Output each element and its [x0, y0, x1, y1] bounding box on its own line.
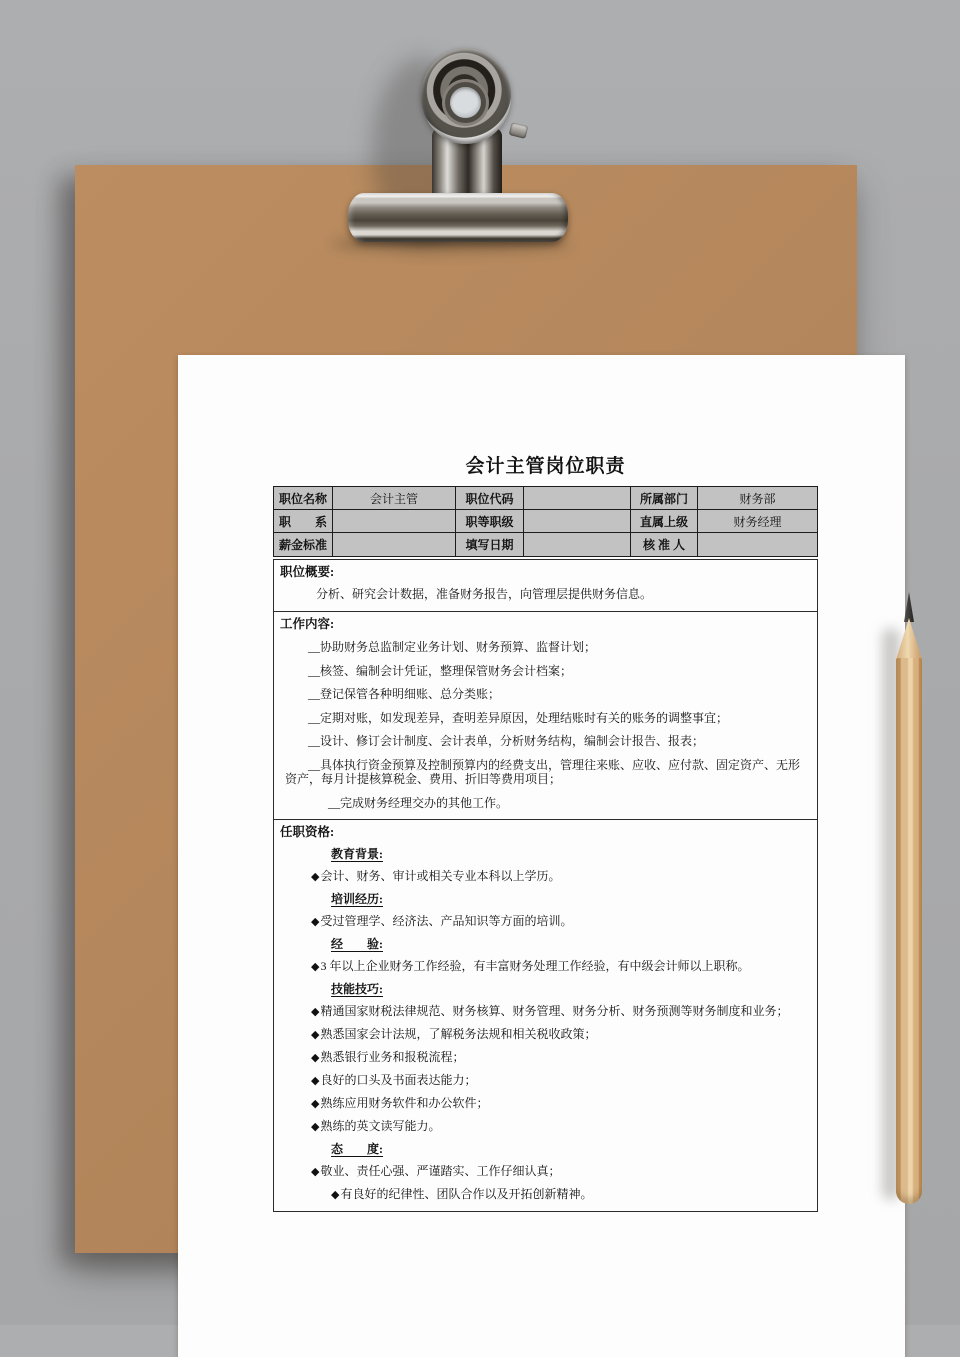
qualification-heading: 态 度: — [331, 1142, 383, 1156]
duty-text: 具体执行资金预算及控制预算内的经费支出，管理往来账、应收、应付款、固定资产、无形资产，每月计提核算税金、费用、折旧等费用项目； — [285, 757, 801, 786]
section-overview — [274, 560, 817, 611]
binder-clip — [348, 193, 568, 242]
qualification-heading: 教育背景: — [331, 847, 383, 861]
qualifications-label: 任职资格: — [280, 825, 335, 839]
qualification-item — [311, 1050, 809, 1065]
qualification-item — [311, 1096, 809, 1111]
diamond-bullet-icon: ◆ — [311, 871, 320, 883]
duty-text: 定期对账，如发现差异，查明差异原因，处理结账时有关的账务的调整事宜； — [320, 710, 729, 725]
clipboard-board — [75, 165, 857, 1253]
duty-text: 登记保管各种明细账、总分类账； — [320, 687, 501, 701]
duty-item — [280, 734, 809, 749]
diamond-bullet-icon: ◆ — [311, 961, 320, 973]
qualification-text: 熟悉银行业务和报税流程； — [320, 1050, 465, 1064]
diamond-bullet-icon: ◆ — [311, 1166, 320, 1178]
diamond-bullet-icon: ◆ — [331, 1189, 340, 1201]
info-value: 财务部 — [698, 487, 817, 510]
document-title: 会计主管岗位职责 — [465, 456, 626, 477]
info-label: 职位代码 — [456, 487, 524, 510]
diamond-bullet-icon: ◆ — [311, 1075, 320, 1087]
blank-underline: __ — [308, 687, 320, 701]
pencil-body — [896, 658, 922, 1204]
qualification-text: 精通国家财税法律规范、财务核算、财务管理、财务分析、财务预测等财务制度和业务； — [320, 1004, 789, 1018]
diamond-bullet-icon: ◆ — [311, 1006, 320, 1018]
position-info-table — [273, 486, 818, 557]
qualification-item — [311, 1119, 809, 1134]
blank-underline: __ — [308, 710, 320, 725]
overview-text: 分析、研究会计数据，准备财务报告，向管理层提供财务信息。 — [316, 587, 653, 601]
qualification-text: 3 年以上企业财务工作经验，有丰富财务处理工作经验，有中级会计师以上职称。 — [320, 959, 750, 973]
job-description-box — [273, 559, 818, 1212]
qualification-item — [311, 959, 809, 974]
info-value — [524, 510, 631, 533]
blank-underline: __ — [308, 663, 320, 678]
qualification-text: 敬业、责任心强、严谨踏实、工作仔细认真； — [320, 1164, 561, 1178]
diamond-bullet-icon: ◆ — [311, 1052, 320, 1064]
qualification-text: 有良好的纪律性、团队合作以及开拓创新精神。 — [340, 1187, 593, 1201]
info-label: 薪金标准 — [274, 533, 333, 556]
qualification-item — [311, 1004, 809, 1019]
duty-item — [280, 640, 809, 655]
info-label: 所属部门 — [631, 487, 698, 510]
info-label: 填写日期 — [456, 533, 524, 556]
pencil — [896, 592, 922, 1204]
qualification-item — [311, 1164, 809, 1179]
qualification-text: 会计、财务、审计或相关专业本科以上学历。 — [320, 869, 561, 883]
qualification-heading: 技能技巧: — [331, 982, 383, 996]
blank-underline: __ — [308, 640, 320, 654]
info-value — [524, 533, 631, 556]
section-duties — [274, 611, 817, 819]
qualification-text: 熟悉国家会计法规，了解税务法规和相关税收政策； — [320, 1027, 597, 1041]
duty-text: 协助财务总监制定业务计划、财务预算、监督计划； — [320, 640, 597, 654]
info-label: 核 准 人 — [631, 533, 698, 556]
diamond-bullet-icon: ◆ — [311, 1121, 320, 1133]
duty-text: 完成财务经理交办的其他工作。 — [340, 795, 509, 810]
info-label: 直属上级 — [631, 510, 698, 533]
info-value — [333, 510, 456, 533]
qualification-heading: 经 验: — [331, 937, 383, 951]
qualification-item — [311, 914, 809, 929]
clip-screw — [509, 122, 529, 139]
info-value — [333, 533, 456, 556]
qualification-item — [331, 1187, 809, 1202]
info-label: 职 系 — [274, 510, 333, 533]
info-label: 职位名称 — [274, 487, 333, 510]
document-paper — [178, 355, 905, 1357]
qualification-item — [311, 869, 809, 884]
overview-label: 职位概要: — [280, 565, 335, 579]
info-value: 会计主管 — [333, 487, 456, 510]
diamond-bullet-icon: ◆ — [311, 1029, 320, 1041]
duty-text: 设计、修订会计制度、会计表单，分析财务结构，编制会计报告、报表； — [320, 734, 705, 748]
qualification-text: 熟练的英文读写能力。 — [320, 1119, 441, 1133]
qualification-item — [311, 1073, 809, 1088]
blank-underline: __ — [308, 734, 320, 748]
duties-label: 工作内容: — [280, 617, 335, 631]
section-qualifications — [274, 819, 817, 1211]
diamond-bullet-icon: ◆ — [311, 916, 320, 928]
pencil-tip — [904, 592, 914, 622]
duty-item — [280, 664, 809, 679]
info-value — [698, 533, 817, 556]
qualification-item — [311, 1027, 809, 1042]
clip-hole — [450, 87, 481, 118]
duty-item — [280, 758, 809, 787]
clip-ring-icon — [421, 48, 511, 144]
qualification-text: 良好的口头及书面表达能力； — [320, 1073, 477, 1087]
info-value — [524, 487, 631, 510]
diamond-bullet-icon: ◆ — [311, 1098, 320, 1110]
duty-text: 核签、编制会计凭证，整理保管财务会计档案； — [320, 663, 573, 678]
info-value: 财务经理 — [698, 510, 817, 533]
duty-item — [280, 711, 809, 726]
duty-item — [280, 796, 809, 811]
blank-underline: __ — [328, 795, 340, 810]
info-label: 职等职级 — [456, 510, 524, 533]
qualification-text: 熟练应用财务软件和办公软件； — [320, 1096, 489, 1110]
blank-underline: __ — [308, 757, 320, 772]
duty-item — [280, 687, 809, 702]
qualification-text: 受过管理学、经济法、产品知识等方面的培训。 — [320, 914, 573, 928]
qualification-heading: 培训经历: — [331, 892, 383, 906]
